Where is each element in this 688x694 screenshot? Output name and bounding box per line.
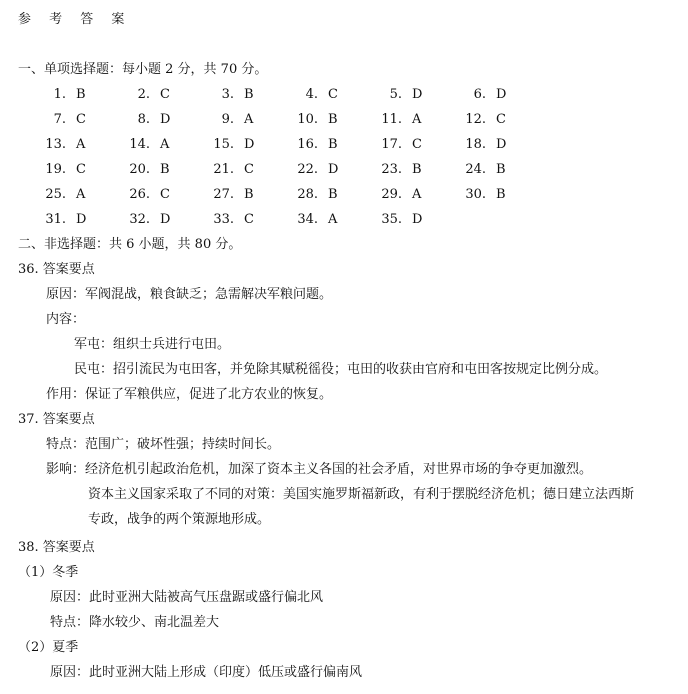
answer-choice: C xyxy=(160,87,170,102)
answer-item xyxy=(288,137,338,153)
answer-number: 35. xyxy=(381,212,402,227)
answer-item xyxy=(204,137,254,153)
q37-label: 37. 答案要点 xyxy=(18,412,95,427)
answer-item xyxy=(204,112,253,128)
answer-number: 7. xyxy=(53,112,66,127)
answer-choice: B xyxy=(244,87,254,102)
answer-choice: D xyxy=(328,162,339,177)
answer-choice: B xyxy=(328,112,338,127)
answer-choice: D xyxy=(496,137,507,152)
answer-number: 29. xyxy=(381,187,402,202)
answer-number: 16. xyxy=(297,137,318,152)
answer-number: 1. xyxy=(53,87,66,102)
answer-item xyxy=(36,162,86,178)
answer-choice: C xyxy=(160,187,170,202)
answer-number: 33. xyxy=(213,212,234,227)
answer-choice: B xyxy=(496,187,506,202)
answer-number: 22. xyxy=(297,162,318,177)
section1-heading: 一、单项选择题：每小题 2 分，共 70 分。 xyxy=(18,62,268,77)
answer-item xyxy=(120,112,170,128)
answer-number: 18. xyxy=(465,137,486,152)
answer-item xyxy=(36,112,86,128)
answer-item xyxy=(456,162,506,178)
answer-item xyxy=(204,212,254,228)
page-title: 参 考 答 案 xyxy=(18,12,132,27)
answer-choice: C xyxy=(496,112,506,127)
answer-item xyxy=(120,212,170,228)
answer-item xyxy=(120,187,170,203)
answer-choice: D xyxy=(412,87,423,102)
answer-choice: B xyxy=(244,187,254,202)
answer-number: 8. xyxy=(137,112,150,127)
q38-winter-reason: 原因：此时亚洲大陆被高气压盘踞或盛行偏北风 xyxy=(50,590,324,605)
answer-choice: C xyxy=(76,162,86,177)
q37-features: 特点：范围广；破坏性强；持续时间长。 xyxy=(46,437,281,452)
q38-summer: （2）夏季 xyxy=(18,640,79,655)
answer-choice: D xyxy=(496,87,507,102)
answer-choice: C xyxy=(328,87,338,102)
answer-choice: A xyxy=(412,187,422,202)
answer-item xyxy=(372,87,422,103)
q38-summer-reason: 原因：此时亚洲大陆上形成（印度）低压或盛行偏南风 xyxy=(50,665,363,680)
answer-item xyxy=(372,162,422,178)
q36-content-label: 内容： xyxy=(46,312,86,327)
answer-item xyxy=(372,112,421,128)
answer-choice: A xyxy=(328,212,338,227)
answer-choice: D xyxy=(412,212,423,227)
answer-item xyxy=(204,187,254,203)
q37-impact: 影响：经济危机引起政治危机，加深了资本主义各国的社会矛盾，对世界市场的争夺更加激烈。 xyxy=(46,462,593,477)
answer-choice: C xyxy=(412,137,422,152)
answer-item xyxy=(456,87,506,103)
q37-impact-cont-1: 资本主义国家采取了不同的对策：美国实施罗斯福新政，有利于摆脱经济危机；德日建立法西斯 xyxy=(88,487,635,502)
q36-effect: 作用：保证了军粮供应，促进了北方农业的恢复。 xyxy=(46,387,333,402)
answer-number: 30. xyxy=(465,187,486,202)
answer-item xyxy=(36,212,86,228)
answer-choice: B xyxy=(328,137,338,152)
answer-item xyxy=(288,187,338,203)
answer-item xyxy=(456,112,506,128)
answer-item xyxy=(372,187,421,203)
answer-choice: D xyxy=(76,212,87,227)
answer-number: 34. xyxy=(297,212,318,227)
answer-item xyxy=(456,137,506,153)
answer-number: 12. xyxy=(465,112,486,127)
q37-impact-cont-2: 专政，战争的两个策源地形成。 xyxy=(88,512,271,527)
answer-choice: D xyxy=(160,212,171,227)
answer-choice: A xyxy=(160,137,170,152)
q38-winter-feature: 特点：降水较少、南北温差大 xyxy=(50,615,220,630)
answer-choice: A xyxy=(412,112,422,127)
answer-number: 27. xyxy=(213,187,234,202)
answer-number: 6. xyxy=(473,87,486,102)
answer-choice: B xyxy=(76,87,86,102)
answer-item xyxy=(288,87,338,103)
answer-number: 26. xyxy=(129,187,150,202)
answer-item xyxy=(36,187,85,203)
q36-military: 军屯：组织士兵进行屯田。 xyxy=(74,337,231,352)
q36-civil: 民屯：招引流民为屯田客，并免除其赋税徭役；屯田的收获由官府和屯田客按规定比例分成。 xyxy=(74,362,608,377)
answer-number: 25. xyxy=(45,187,66,202)
answer-choice: B xyxy=(328,187,338,202)
answer-choice: B xyxy=(412,162,422,177)
answer-choice: B xyxy=(496,162,506,177)
answer-number: 24. xyxy=(465,162,486,177)
answer-item xyxy=(36,137,85,153)
answer-number: 2. xyxy=(137,87,150,102)
answer-choice: C xyxy=(244,162,254,177)
answer-choice: B xyxy=(160,162,170,177)
answer-item xyxy=(288,162,338,178)
answer-number: 11. xyxy=(381,112,402,127)
answer-number: 31. xyxy=(45,212,66,227)
answer-number: 28. xyxy=(297,187,318,202)
q36-reason: 原因：军阀混战，粮食缺乏；急需解决军粮问题。 xyxy=(46,287,333,302)
answer-number: 19. xyxy=(45,162,66,177)
answer-item xyxy=(372,212,422,228)
answer-number: 21. xyxy=(213,162,234,177)
answer-choice: A xyxy=(244,112,254,127)
answer-number: 3. xyxy=(221,87,234,102)
answer-choice: C xyxy=(244,212,254,227)
answer-number: 9. xyxy=(221,112,234,127)
q38-label: 38. 答案要点 xyxy=(18,540,95,555)
answer-item xyxy=(288,112,338,128)
section2-heading: 二、非选择题：共 6 小题，共 80 分。 xyxy=(18,237,242,252)
answer-number: 4. xyxy=(305,87,318,102)
answer-choice: D xyxy=(244,137,255,152)
answer-item xyxy=(36,87,86,103)
answer-number: 15. xyxy=(213,137,234,152)
answer-number: 13. xyxy=(45,137,66,152)
answer-number: 20. xyxy=(129,162,150,177)
answer-item xyxy=(120,137,169,153)
answer-choice: C xyxy=(76,112,86,127)
answer-number: 32. xyxy=(129,212,150,227)
q36-label: 36. 答案要点 xyxy=(18,262,95,277)
answer-number: 14. xyxy=(129,137,150,152)
answer-choice: A xyxy=(76,137,86,152)
answer-item xyxy=(120,162,170,178)
answer-number: 5. xyxy=(389,87,402,102)
answer-item xyxy=(204,87,254,103)
answer-number: 10. xyxy=(297,112,318,127)
answer-item xyxy=(288,212,337,228)
answer-choice: D xyxy=(160,112,171,127)
answer-item xyxy=(456,187,506,203)
answer-item xyxy=(204,162,254,178)
answer-number: 17. xyxy=(381,137,402,152)
answer-item xyxy=(120,87,170,103)
q38-winter: （1）冬季 xyxy=(18,565,79,580)
answer-number: 23. xyxy=(381,162,402,177)
answer-item xyxy=(372,137,422,153)
answer-choice: A xyxy=(76,187,86,202)
